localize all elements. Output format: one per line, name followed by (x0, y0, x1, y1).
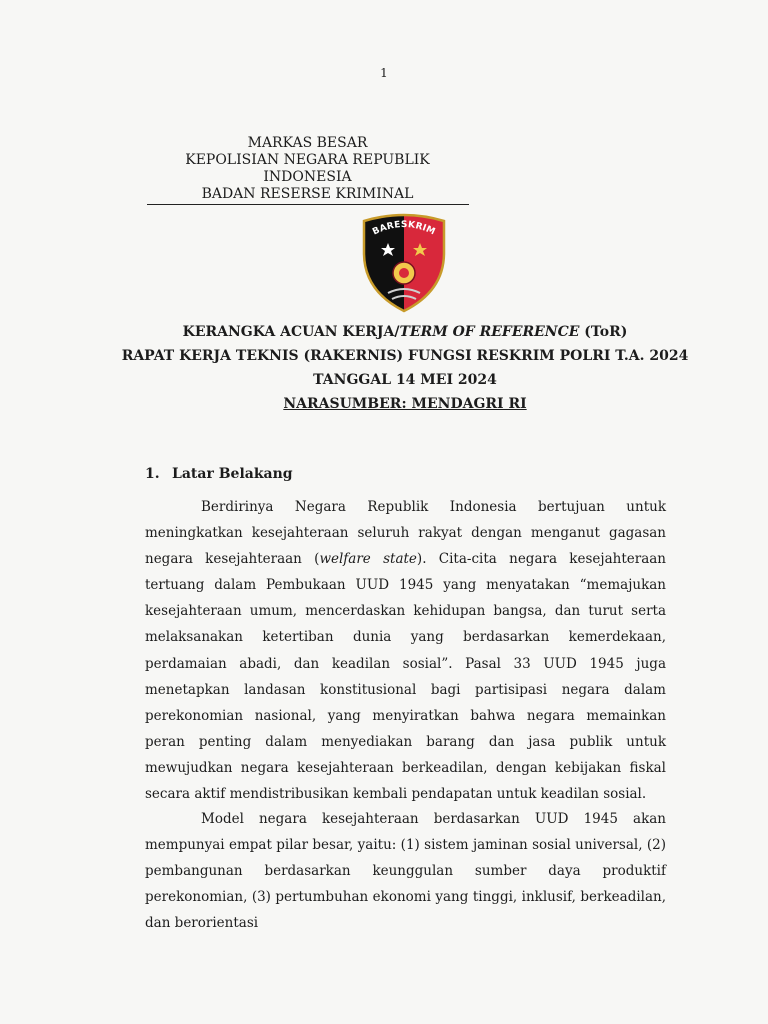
title-line-2: RAPAT KERJA TEKNIS (RAKERNIS) FUNGSI RESKRIM POLRI T.A. 2024 (121, 348, 689, 364)
document-title (100, 320, 710, 416)
header-line-2: KEPOLISIAN NEGARA REPUBLIK INDONESIA (185, 152, 430, 185)
page-number: 1 (380, 66, 388, 80)
title-line-4-speaker: NARASUMBER: MENDAGRI RI (283, 396, 527, 412)
emblem-seal-core-icon (399, 268, 409, 278)
section-number: 1. (145, 466, 160, 482)
title-line-1: KERANGKA ACUAN KERJA/TERM OF REFERENCE (ToR) (182, 324, 628, 340)
section-heading (145, 466, 293, 482)
bareskrim-emblem (360, 213, 448, 313)
section-title: Latar Belakang (172, 466, 293, 482)
institution-header (145, 135, 470, 205)
header-underline (147, 204, 469, 205)
title-line-3: TANGGAL 14 MEI 2024 (313, 372, 497, 388)
header-line-1: MARKAS BESAR (247, 135, 368, 151)
paragraph-2: Model negara kesejahteraan berdasarkan UUD 1945 akan mempunyai empat pilar besar, yaitu: (1) sistem jaminan sosial universal, (2) pembangunan berdasarkan keunggulan sumber daya produktif perekonomian, (3) pertumbuhan ekonomi yang tinggi, inklusif, berkeadilan, dan berorientasi (145, 811, 666, 932)
emblem-label: BARESKRIM (371, 219, 437, 238)
header-line-3: BADAN RESERSE KRIMINAL (201, 186, 414, 202)
paragraph-1: Berdirinya Negara Republik Indonesia bertujuan untuk meningkatkan kesejahteraan seluruh rakyat dengan menganut gagasan negara kesejahteraan (welfare state). Cita-cita negara kesejahteraan tertuang dalam Pembukaan UUD 1945 yang menyatakan “memajukan kesejahteraan umum, mencerdaskan kehidupan bangsa, dan turut serta melaksanakan ketertiban dunia yang berdasarkan kemerdekaan, perdamaian abadi, dan keadilan sosial”. Pasal 33 UUD 1945 juga menetapkan landasan konstitusional bagi partisipasi negara dalam perekonomian nasional, yang menyiratkan bahwa negara memainkan peran penting dalam menyediakan barang dan jasa publik untuk mewujudkan negara kesejahteraan berkeadilan, dengan kebijakan fiskal secara aktif mendistribusikan kembali pendapatan untuk keadilan sosial. (145, 499, 666, 803)
